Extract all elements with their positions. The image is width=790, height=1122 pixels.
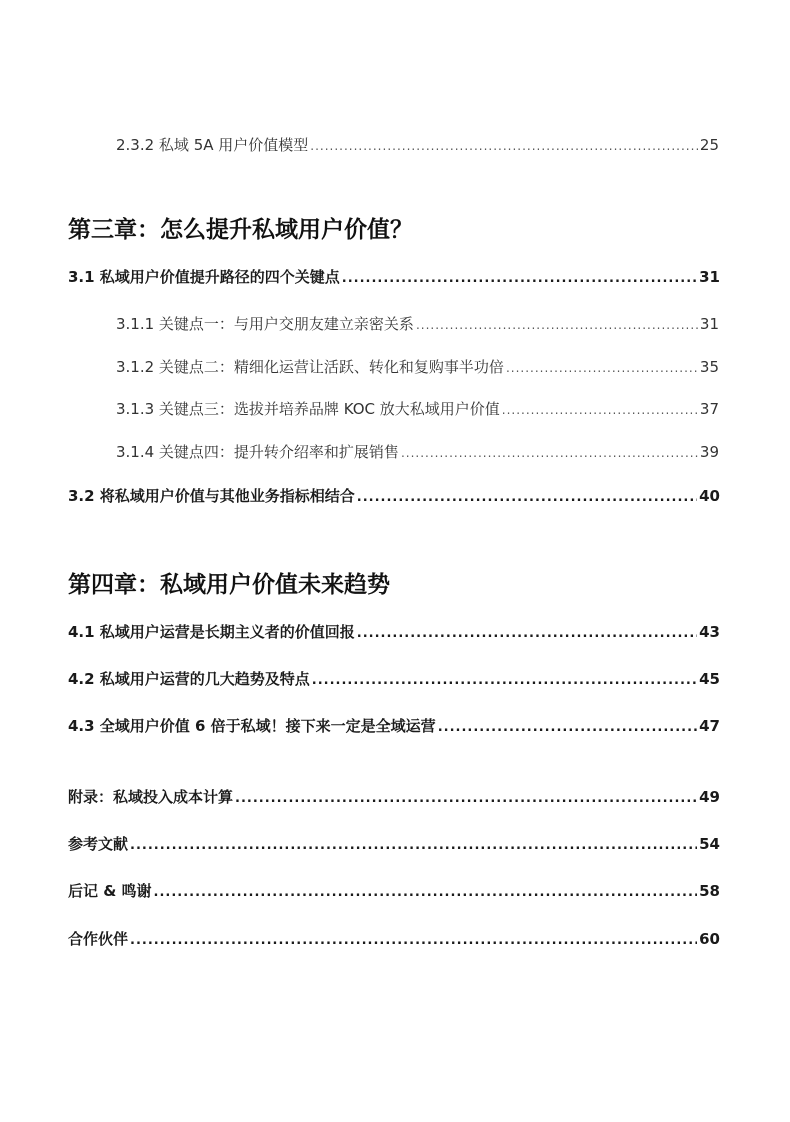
toc-entry-label: 3.1.2 关键点二：精细化运营让活跃、转化和复购事半功倍 bbox=[116, 358, 504, 376]
toc-entry-references[interactable] bbox=[68, 833, 720, 854]
toc-entry-label: 3.2 将私域用户价值与其他业务指标相结合 bbox=[68, 487, 355, 505]
toc-entry-page: 39 bbox=[699, 443, 719, 461]
toc-entry-page: 31 bbox=[699, 268, 720, 286]
toc-leader-dots bbox=[235, 791, 697, 806]
toc-entry-label: 后记 & 鸣谢 bbox=[68, 882, 152, 900]
toc-leader-dots bbox=[357, 490, 697, 505]
toc-entry-3-1-3[interactable] bbox=[116, 398, 719, 419]
toc-entry-label: 4.3 全域用户价值 6 倍于私域！接下来一定是全域运营 bbox=[68, 717, 436, 735]
toc-entry-page: 43 bbox=[699, 623, 720, 641]
toc-entry-page: 35 bbox=[699, 358, 719, 376]
toc-entry-page: 31 bbox=[699, 315, 719, 333]
toc-leader-dots bbox=[154, 885, 698, 900]
toc-entry-afterword[interactable] bbox=[68, 880, 720, 901]
toc-entry-partners[interactable] bbox=[68, 928, 720, 949]
toc-entry-label: 3.1.3 关键点三：选拔并培养品牌 KOC 放大私域用户价值 bbox=[116, 400, 500, 418]
toc-entry-4-1[interactable] bbox=[68, 621, 720, 642]
toc-entry-3-1-1[interactable] bbox=[116, 313, 719, 334]
toc-entry-page: 25 bbox=[699, 136, 719, 154]
toc-entry-label: 3.1.4 关键点四：提升转介绍率和扩展销售 bbox=[116, 443, 399, 461]
toc-entry-label: 3.1 私域用户价值提升路径的四个关键点 bbox=[68, 268, 340, 286]
toc-entry-label: 2.3.2 私域 5A 用户价值模型 bbox=[116, 136, 309, 154]
toc-entry-page: 49 bbox=[699, 788, 720, 806]
toc-entry-label: 附录：私域投入成本计算 bbox=[68, 788, 234, 806]
toc-entry-2-3-2[interactable] bbox=[116, 134, 719, 155]
toc-leader-dots bbox=[502, 403, 698, 417]
toc-leader-dots bbox=[438, 720, 697, 735]
toc-entry-page: 58 bbox=[699, 882, 720, 900]
toc-entry-3-2[interactable] bbox=[68, 485, 720, 506]
toc-entry-label: 4.1 私域用户运营是长期主义者的价值回报 bbox=[68, 623, 355, 641]
toc-entry-label: 参考文献 bbox=[68, 835, 129, 853]
toc-entry-page: 54 bbox=[699, 835, 720, 853]
toc-entry-page: 45 bbox=[699, 670, 720, 688]
toc-entry-label: 3.1.1 关键点一：与用户交朋友建立亲密关系 bbox=[116, 315, 414, 333]
toc-leader-dots bbox=[130, 838, 697, 853]
toc-leader-dots bbox=[416, 318, 698, 332]
toc-entry-3-1-2[interactable] bbox=[116, 356, 719, 377]
toc-entry-page: 40 bbox=[699, 487, 720, 505]
toc-entry-page: 37 bbox=[699, 400, 719, 418]
toc-entry-appendix[interactable] bbox=[68, 786, 720, 807]
chapter-3-title[interactable]: 第三章：怎么提升私域用户价值？ bbox=[68, 217, 413, 243]
toc-leader-dots bbox=[130, 933, 697, 948]
toc-entry-4-2[interactable] bbox=[68, 668, 720, 689]
chapter-4-title[interactable]: 第四章：私域用户价值未来趋势 bbox=[68, 572, 390, 598]
toc-entry-3-1-4[interactable] bbox=[116, 441, 719, 462]
toc-entry-3-1[interactable] bbox=[68, 266, 720, 287]
toc-entry-page: 60 bbox=[699, 930, 720, 948]
toc-leader-dots bbox=[401, 446, 698, 460]
toc-leader-dots bbox=[357, 626, 697, 641]
toc-leader-dots bbox=[312, 673, 697, 688]
toc-entry-4-3[interactable] bbox=[68, 715, 720, 736]
toc-entry-label: 4.2 私域用户运营的几大趋势及特点 bbox=[68, 670, 310, 688]
toc-leader-dots bbox=[310, 139, 698, 153]
toc-entry-label: 合作伙伴 bbox=[68, 930, 129, 948]
toc-leader-dots bbox=[342, 271, 697, 286]
toc-entry-page: 47 bbox=[699, 717, 720, 735]
toc-leader-dots bbox=[506, 361, 698, 375]
